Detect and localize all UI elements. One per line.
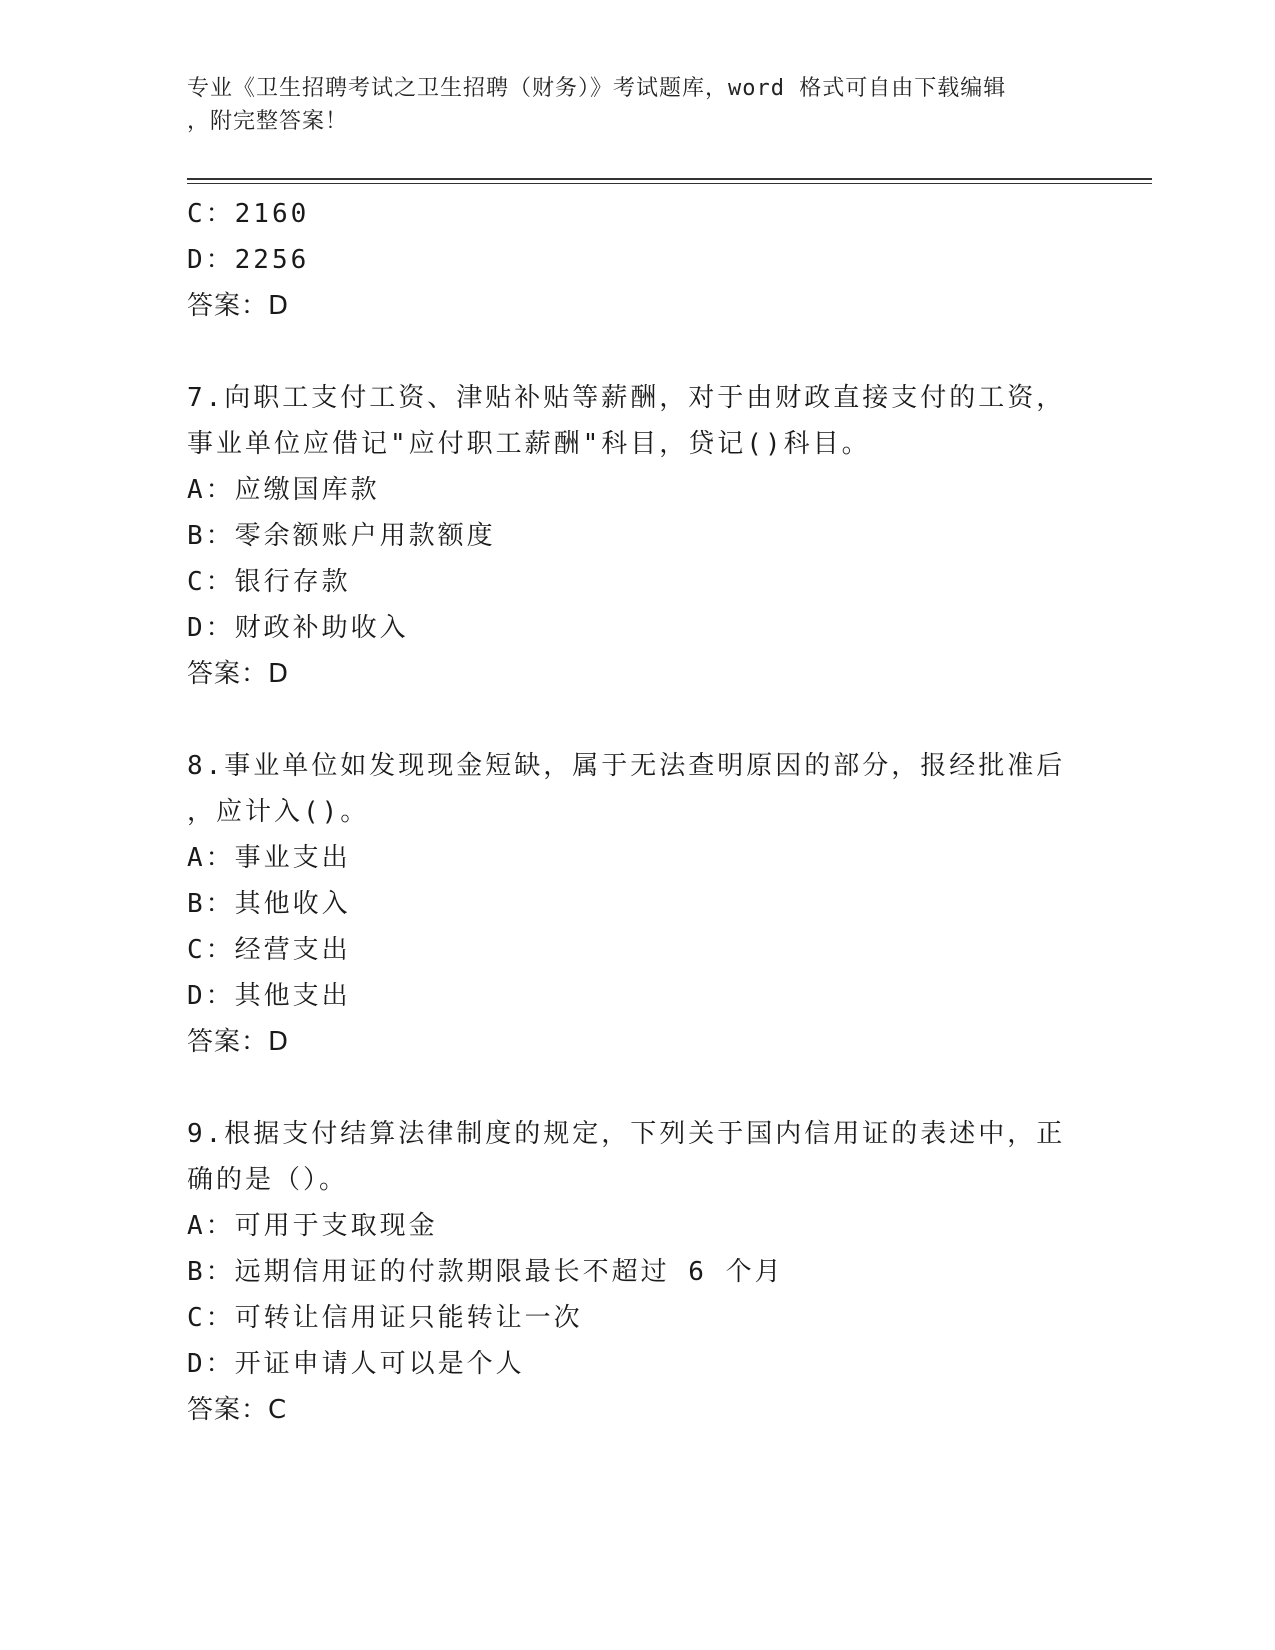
document-header <box>187 72 1067 138</box>
answer: 答案：C <box>187 1395 288 1425</box>
option-d: D：开证申请人可以是个人 <box>187 1349 525 1379</box>
answer: 答案：D <box>187 1027 290 1057</box>
option-a: A：可用于支取现金 <box>187 1211 438 1241</box>
option-a: A：应缴国库款 <box>187 475 380 505</box>
option-d: D：2256 <box>187 245 310 275</box>
option-b: B：远期信用证的付款期限最长不超过 6 个月 <box>187 1257 784 1287</box>
option-c: C：经营支出 <box>187 935 351 965</box>
option-c: C：可转让信用证只能转让一次 <box>187 1303 583 1333</box>
document-body <box>187 191 1087 1433</box>
question-stem: 7.向职工支付工资、津贴补贴等薪酬，对于由财政直接支付的工资， <box>187 383 1066 413</box>
question-stem: ，应计入()。 <box>187 797 370 827</box>
option-d: D：其他支出 <box>187 981 351 1011</box>
question-stem: 确的是（）。 <box>187 1165 349 1195</box>
header-line-1: 专业《卫生招聘考试之卫生招聘（财务）》考试题库，word 格式可自由下载编辑 <box>187 76 1007 101</box>
question-8 <box>187 743 1087 1065</box>
header-divider-thick <box>187 178 1152 180</box>
header-line-2: ，附完整答案！ <box>187 109 349 134</box>
carryover-block <box>187 191 1087 329</box>
answer: 答案：D <box>187 659 290 689</box>
option-b: B：其他收入 <box>187 889 351 919</box>
option-c: C：2160 <box>187 199 310 229</box>
question-7 <box>187 375 1087 697</box>
option-c: C：银行存款 <box>187 567 351 597</box>
question-stem: 9.根据支付结算法律制度的规定，下列关于国内信用证的表述中，正 <box>187 1119 1066 1149</box>
header-divider-thin <box>187 183 1152 184</box>
question-stem: 8.事业单位如发现现金短缺，属于无法查明原因的部分，报经批准后 <box>187 751 1066 781</box>
option-a: A：事业支出 <box>187 843 351 873</box>
answer: 答案：D <box>187 291 290 321</box>
option-d: D：财政补助收入 <box>187 613 409 643</box>
question-stem: 事业单位应借记"应付职工薪酬"科目，贷记()科目。 <box>187 429 871 459</box>
question-9 <box>187 1111 1087 1433</box>
option-b: B：零余额账户用款额度 <box>187 521 496 551</box>
